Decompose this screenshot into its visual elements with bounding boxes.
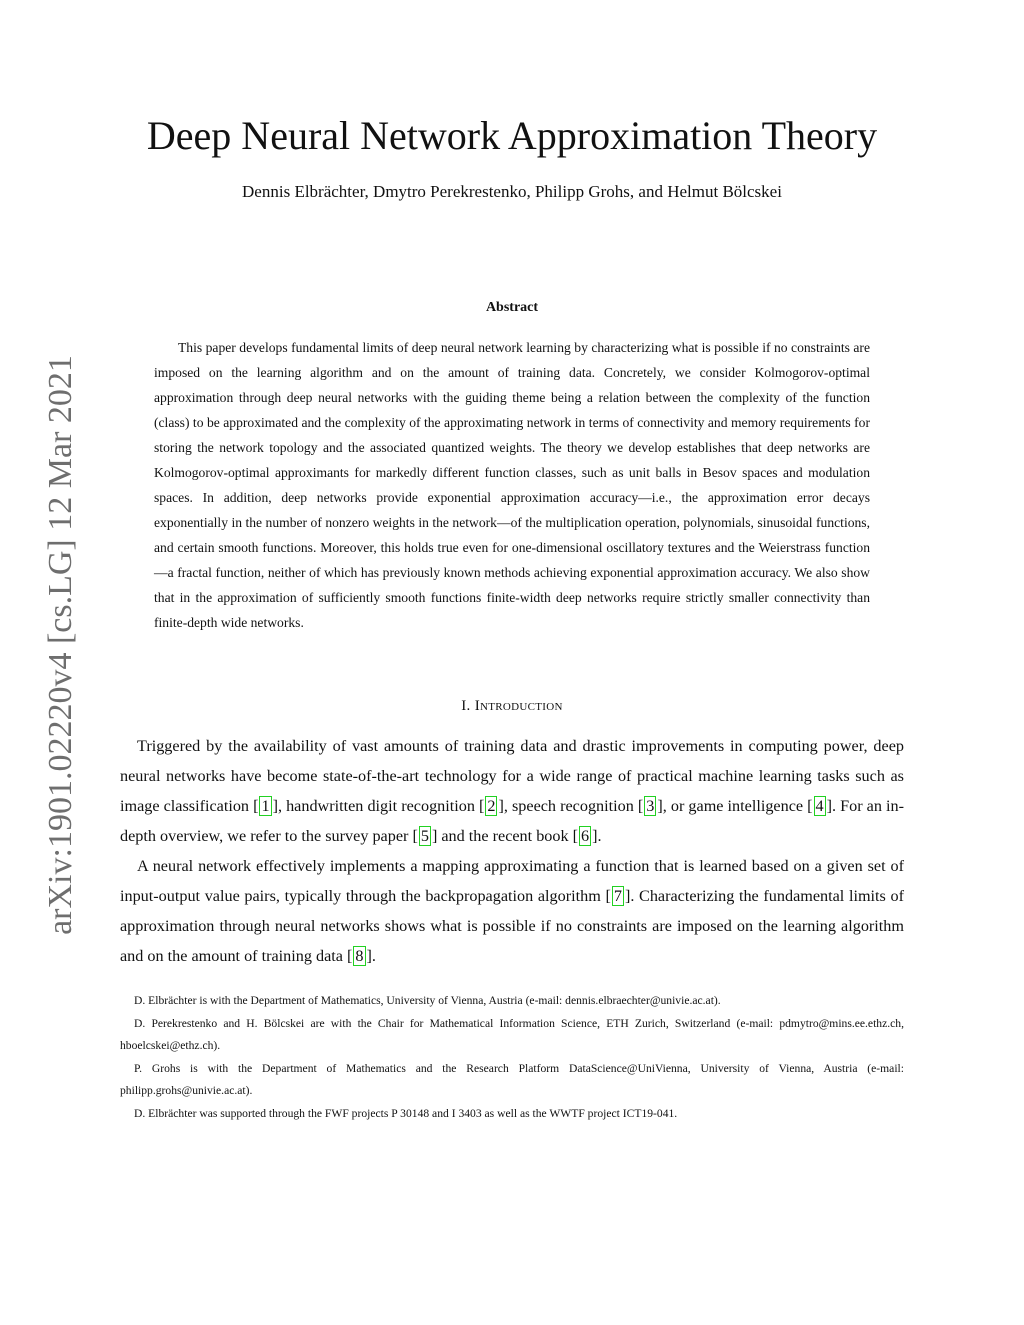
footnotes — [120, 990, 904, 1125]
footnote: D. Perekrestenko and H. Bölcskei are with the Chair for Mathematical Information Science, ETH Zurich, Switzerland (e-mail: pdmytro@mins.ee.ethz.ch, hboelcskei@ethz.ch). — [120, 1016, 904, 1052]
intro-text: . — [597, 827, 602, 845]
paper-title: Deep Neural Network Approximation Theory — [146, 113, 878, 158]
citation-link[interactable]: 5 — [420, 827, 429, 845]
abstract-heading: Abstract — [485, 300, 539, 315]
intro-text: , handwritten digit recognition — [277, 797, 479, 815]
intro-paragraph: Triggered by the availability of vast amounts of training data and drastic improvements in computing power, deep neural networks have become state-of-the-art technology for a wide range of practical machine learning tasks such as image classification [ 1 ], handwritten digit recognition [ 2 ], speech recognition [ 3 ], or game intelligence [ 4 ]. For an in-depth overview, we refer to the survey paper [ 5 ] and the recent book [ 6 ]. — [120, 737, 904, 845]
intro-text: , or game intelligence — [662, 797, 808, 815]
citation-link[interactable]: 3 — [646, 797, 655, 815]
section-heading-introduction — [0, 698, 1024, 715]
intro-text: Triggered by the availability of vast amounts of training data and drastic improvements in computing power, deep neural networks have become state-of-the-art technology for a wide range of practical machine learning tasks such as image classification — [120, 737, 904, 815]
intro-text: , speech recognition — [503, 797, 638, 815]
citation-link[interactable]: 4 — [815, 797, 824, 815]
citation-link[interactable]: 6 — [581, 827, 590, 845]
arxiv-identifier-stamp: arXiv:1901.02220v4 [cs.LG] 12 Mar 2021 — [42, 355, 79, 935]
intro-text: A neural network effectively implements a mapping approximating a function that is learned based on a given set of input-output value pairs, typically through the backpropagation algorithm — [120, 857, 904, 905]
footnote: D. Elbrächter was supported through the FWF projects P 30148 and I 3403 as well as the WWTF project ICT19-041. — [134, 1106, 678, 1120]
section-title: Introduction — [474, 698, 563, 714]
introduction-body — [120, 731, 904, 971]
citation-link[interactable]: 2 — [487, 797, 496, 815]
section-number: I. — [461, 698, 471, 714]
intro-text: . — [371, 947, 376, 965]
citation-link[interactable]: 1 — [261, 797, 270, 815]
intro-paragraph: A neural network effectively implements a mapping approximating a function that is learned based on a given set of input-output value pairs, typically through the backpropagation algorithm [ 7 ]. Characterizing the fundamental limits of approximation through neural networks shows what is possible if no constraints are imposed on the learning algorithm and on the amount of training data [ 8 ]. — [120, 857, 904, 965]
abstract-body: This paper develops fundamental limits of deep neural network learning by characterizing what is possible if no constraints are imposed on the learning algorithm and on the amount of training data. Concretely, we consider Kolmogorov-optimal approximation through deep neural networks with the guiding theme being a relation between the complexity of the function (class) to be approximated and the complexity of the approximating network in terms of connectivity and memory requirements for storing the network topology and the associated quantized weights. The theory we develop establishes that deep networks are Kolmogorov-optimal approximants for markedly different function classes, such as unit balls in Besov spaces and modulation spaces. In addition, deep networks provide exponential approximation accuracy—i.e., the approximation error decays exponentially in the number of nonzero weights in the network—of the multiplication operation, polynomials, sinusoidal functions, and certain smooth functions. Moreover, this holds true even for one-dimensional oscillatory textures and the Weierstrass function—a fractal function, neither of which has previously known methods achieving exponential approximation accuracy. We also show that in the approximation of sufficiently smooth functions finite-width deep networks require strictly smaller connectivity than finite-depth wide networks. — [154, 340, 870, 630]
citation-link[interactable]: 8 — [355, 947, 364, 965]
intro-text: and the recent book — [437, 827, 573, 845]
citation-link[interactable]: 7 — [613, 887, 622, 905]
intro-text: . For an in-depth overview, we refer to the survey paper — [120, 797, 904, 845]
intro-text: . Characterizing the fundamental limits of approximation through neural networks shows what is possible if no constraints are imposed on the learning algorithm and on the amount of training data — [120, 887, 904, 965]
footnote: P. Grohs is with the Department of Mathematics and the Research Platform DataScience@UniVienna, University of Vienna, Austria (e-mail: philipp.grohs@univie.ac.at). — [120, 1061, 904, 1097]
footnote: D. Elbrächter is with the Department of Mathematics, University of Vienna, Austria (e-mail: dennis.elbraechter@univie.ac.at). — [134, 994, 721, 1007]
author-list: Dennis Elbrächter, Dmytro Perekrestenko, Philipp Grohs, and Helmut Bölcskei — [242, 182, 782, 201]
